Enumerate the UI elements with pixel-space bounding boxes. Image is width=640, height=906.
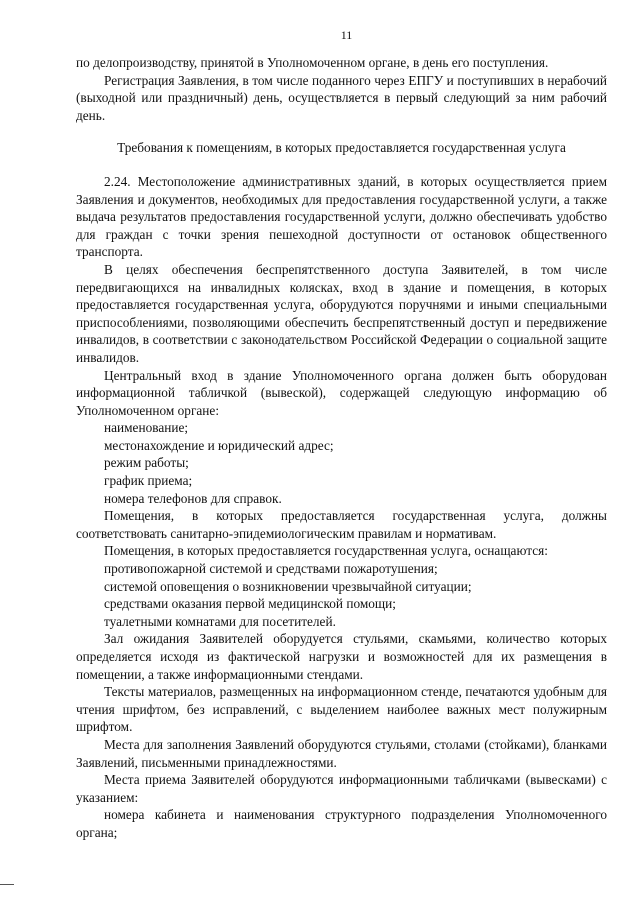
list-item: средствами оказания первой медицинской помощи; xyxy=(104,596,396,612)
paragraph-2-24: 2.24. Местоположение административных зданий, в которых осуществляется прием Заявления и документов, необходимых для предоставления государственной услуги, а также выдача результатов предоставления государственной услуги, должно обеспечивать удобство для граждан с точки зрения пешеходной доступности от остановок общественного транспорта. xyxy=(76,173,607,260)
list-item: график приема; xyxy=(104,473,193,489)
paragraph-continuation: по делопроизводству, принятой в Уполномоченном органе, в день его поступления. xyxy=(76,55,549,70)
list-item: режим работы; xyxy=(104,455,189,471)
paragraph-central-entrance: Центральный вход в здание Уполномоченного органа должен быть оборудован информационной табличкой (вывеской), содержащей следующую информацию об Уполномоченном органе: xyxy=(76,367,607,418)
signboard-info-list xyxy=(76,419,607,507)
paragraph-application-places: Места для заполнения Заявлений оборудуются стульями, столами (стойками), бланками Заявлений, письменными принадлежностями. xyxy=(76,736,607,770)
list-item: местонахождение и юридический адрес; xyxy=(104,437,334,453)
equipment-list xyxy=(76,560,607,630)
paragraph-accessibility: В целях обеспечения беспрепятственного доступа Заявителей, в том числе передвигающихся на инвалидных колясках, вход в здание и помещения, в которых предоставляется государственная услуга, оборудуются поручнями и иными специальными приспособлениями, позволяющими обеспечить беспрепятственный доступ и передвижение инвалидов, в соответствии с законодательством Российской Федерации о социальной защите инвалидов. xyxy=(76,261,607,365)
paragraph-waiting-hall: Зал ожидания Заявителей оборудуется стульями, скамьями, количество которых определяется исходя из фактической нагрузки и возможностей для их размещения в помещении, а также информационными стендами. xyxy=(76,631,607,682)
paragraph-reception-places: Места приема Заявителей оборудуются информационными табличками (вывесками) с указанием: xyxy=(76,772,607,805)
paragraph-info-stand-texts: Тексты материалов, размещенных на информационном стенде, печатаются удобным для чтения шрифтом, без исправлений, с выделением наиболее важных мест полужирным шрифтом. xyxy=(76,684,607,735)
paragraph-registration: Регистрация Заявления, в том числе поданного через ЕПГУ и поступивших в нерабочий (выходной или праздничный) день, осуществляется в первый следующий за ним рабочий день. xyxy=(76,72,607,123)
list-item: системой оповещения о возникновении чрезвычайной ситуации; xyxy=(104,578,472,594)
list-item: туалетными комнатами для посетителей. xyxy=(104,613,336,629)
paragraph-equipment: Помещения, в которых предоставляется государственная услуга, оснащаются: xyxy=(104,543,548,559)
page-number: 11 xyxy=(340,28,353,42)
scan-edge-mark xyxy=(0,884,14,885)
paragraph-sanitary: Помещения, в которых предоставляется государственная услуга, должны соответствовать санитарно-эпидемиологическим правилам и нормативам. xyxy=(76,508,607,541)
list-item: номера телефонов для справок. xyxy=(104,490,282,506)
list-item: противопожарной системой и средствами пожаротушения; xyxy=(104,561,438,577)
section-heading: Требования к помещениям, в которых предоставляется государственная услуга xyxy=(117,140,566,156)
list-item: наименование; xyxy=(104,420,189,436)
paragraph-office-numbers: номера кабинета и наименования структурного подразделения Уполномоченного органа; xyxy=(76,807,607,840)
